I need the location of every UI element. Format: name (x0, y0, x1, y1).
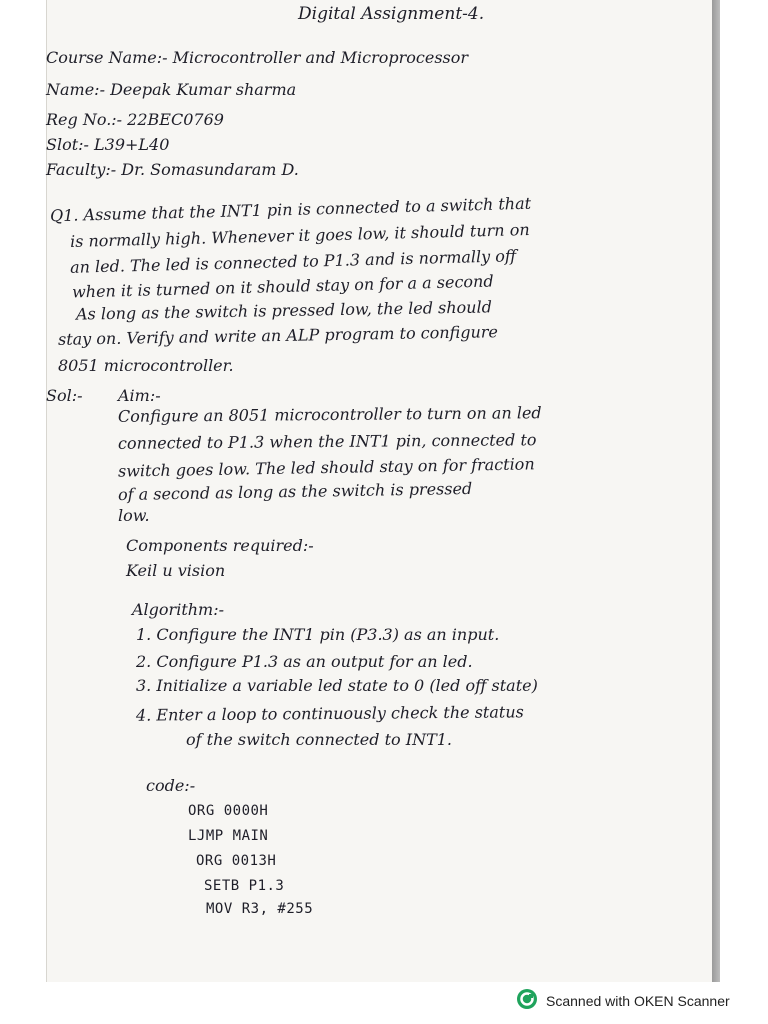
question-line: 8051 microcontroller. (58, 356, 234, 375)
faculty-line: Faculty:- Dr. Somasundaram D. (46, 160, 299, 179)
course-name-line: Course Name:- Microcontroller and Microprocessor (46, 48, 469, 67)
aim-line: switch goes low. The led should stay on for fraction (117, 454, 535, 481)
algorithm-label: Algorithm:- (132, 600, 225, 619)
algorithm-step: 3. Initialize a variable led state to 0 (led off state) (136, 676, 538, 695)
scanner-watermark (516, 990, 730, 1012)
oken-scanner-logo-icon (516, 988, 538, 1014)
algorithm-step: 2. Configure P1.3 as an output for an led. (136, 652, 473, 671)
aim-line: Configure an 8051 microcontroller to turn on an led (117, 403, 542, 426)
algorithm-step: 4. Enter a loop to continuously check the status (135, 702, 524, 725)
code-line: MOV R3, #255 (206, 901, 314, 917)
question-line: an led. The led is connected to P1.3 and is normally off (69, 246, 517, 277)
algorithm-step: 1. Configure the INT1 pin (P3.3) as an input. (136, 625, 500, 644)
slot-line: Slot:- L39+L40 (46, 135, 170, 154)
code-line: LJMP MAIN (188, 828, 269, 844)
reg-number-line: Reg No.:- 22BEC0769 (46, 110, 224, 129)
aim-line: connected to P1.3 when the INT1 pin, connected to (117, 430, 537, 453)
code-label: code:- (146, 776, 196, 795)
components-label: Components required:- (126, 536, 314, 555)
components-value: Keil u vision (126, 561, 226, 580)
student-name-line: Name:- Deepak Kumar sharma (46, 80, 297, 99)
aim-line: of a second as long as the switch is pressed (117, 478, 473, 505)
question-line: stay on. Verify and write an ALP program to configure (57, 322, 499, 349)
question-line: is normally high. Whenever it goes low, it should turn on (69, 219, 530, 252)
question-line: Q1. Assume that the INT1 pin is connected to a switch that (49, 193, 532, 226)
code-line: ORG 0013H (196, 853, 277, 869)
question-line: when it is turned on it should stay on for a a second (71, 271, 494, 302)
question-line: As long as the switch is pressed low, the led should (75, 297, 493, 324)
aim-label: Aim:- (118, 386, 161, 405)
page-edge-shadow (712, 0, 720, 982)
code-line: ORG 0000H (188, 803, 269, 819)
code-line: SETB P1.3 (204, 878, 285, 894)
algorithm-step: of the switch connected to INT1. (186, 730, 452, 749)
scanner-text: Scanned with OKEN Scanner (546, 993, 730, 1009)
solution-label: Sol:- (46, 386, 83, 405)
page-title: Digital Assignment-4. (298, 4, 485, 24)
aim-line: low. (118, 506, 150, 525)
